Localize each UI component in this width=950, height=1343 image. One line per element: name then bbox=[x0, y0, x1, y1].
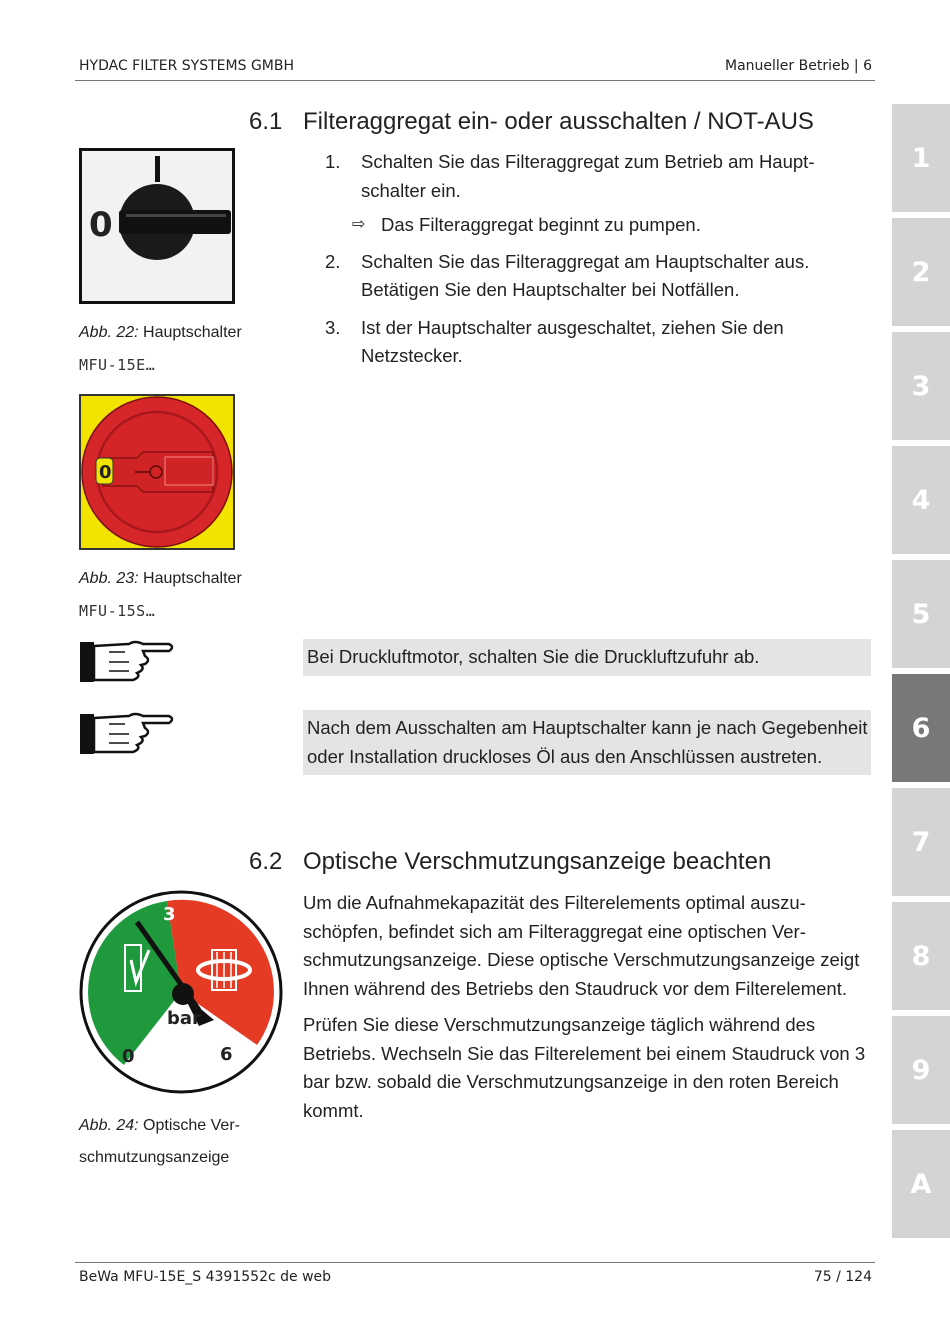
paragraph: Um die Aufnahmekapazität des Filterelements optimal auszuschöpfen, befindet sich am Filteraggregat eine optischen Verschmutzungsanzeige. Diese optische Verschmutzungsanzeige zeigt Ihnen während des Betriebs den Staudruck vor dem Filterelement. bbox=[303, 892, 860, 999]
section-6-1-heading bbox=[249, 108, 814, 136]
chapter-tab-9[interactable]: 9 bbox=[892, 1016, 950, 1124]
chapter-tab-4[interactable]: 4 bbox=[892, 446, 950, 554]
step-text: Ist der Hauptschalter ausgeschaltet, ziehen Sie den Netzstecker. bbox=[361, 316, 784, 366]
chapter-tab-5[interactable]: 5 bbox=[892, 560, 950, 668]
pointing-hand-icon bbox=[79, 710, 177, 758]
section-number: 6.1 bbox=[249, 108, 283, 135]
footer-rule bbox=[75, 1262, 875, 1263]
figure-22-caption bbox=[79, 322, 242, 344]
result-arrow-icon: ⇨ bbox=[352, 216, 366, 233]
footer-page-number: 75 / 124 bbox=[813, 1269, 872, 1285]
chapter-tab-a[interactable]: A bbox=[892, 1130, 950, 1238]
figure-23-caption bbox=[79, 568, 242, 590]
step-text: Schalten Sie das Filteraggregat am Hauptschalter aus. Betätigen Sie den Hauptschalter bei Notfällen. bbox=[361, 250, 810, 300]
step-number: 2. bbox=[325, 250, 341, 272]
pointing-hand-icon bbox=[79, 638, 177, 686]
figure-24-caption bbox=[79, 1110, 269, 1174]
gauge-mid-label: 3 bbox=[163, 904, 176, 925]
note-compressed-air: Bei Druckluftmotor, schalten Sie die Druckluftzufuhr ab. bbox=[303, 639, 871, 676]
step-1-result bbox=[303, 211, 871, 240]
caption-label: Abb. 24: bbox=[79, 1117, 139, 1134]
main-switch-black-figure bbox=[79, 148, 235, 304]
switch-zero-label: 0 bbox=[99, 462, 112, 483]
contamination-gauge-figure bbox=[79, 890, 285, 1096]
header-company: HYDAC FILTER SYSTEMS GMBH bbox=[79, 58, 294, 74]
gauge-min-label: 0 bbox=[122, 1046, 135, 1067]
main-switch-red-figure bbox=[79, 394, 235, 550]
caption-label: Abb. 23: bbox=[79, 570, 139, 587]
section-title: Filteraggregat ein- oder ausschalten / NOT-AUS bbox=[303, 108, 814, 135]
caption-text: Hauptschalter bbox=[138, 570, 242, 587]
steps-list bbox=[303, 148, 871, 371]
chapter-tab-6[interactable]: 6 bbox=[892, 674, 950, 782]
caption-text: Optische Verschmutzungsanzeige bbox=[79, 1117, 240, 1166]
chapter-tab-8[interactable]: 8 bbox=[892, 902, 950, 1010]
step-3 bbox=[303, 314, 871, 371]
caption-label: Abb. 22: bbox=[79, 324, 139, 341]
switch-zero-label: 0 bbox=[89, 205, 113, 245]
header-rule bbox=[75, 80, 875, 81]
gauge-max-label: 6 bbox=[220, 1044, 233, 1065]
section-6-2-body bbox=[303, 889, 871, 1125]
header-section: Manueller Betrieb | 6 bbox=[725, 58, 872, 74]
footer-document-id: BeWa MFU-15E_S 4391552c de web bbox=[79, 1269, 332, 1285]
chapter-tab-1[interactable]: 1 bbox=[892, 104, 950, 212]
figure-22-model: MFU-15E… bbox=[79, 356, 156, 374]
step-1 bbox=[303, 148, 871, 205]
section-number: 6.2 bbox=[249, 848, 283, 875]
section-6-2-heading bbox=[249, 848, 771, 876]
section-title: Optische Verschmutzungsanzeige beachten bbox=[303, 848, 772, 875]
paragraph: Prüfen Sie diese Verschmutzungsanzeige täglich während des Betriebs. Wechseln Sie das Filterelement bei einem Staudruck von 3 bar bzw. sobald die Verschmutzungsanzeige in den roten Bereich kommt. bbox=[303, 1014, 866, 1121]
gauge-unit-label: bar bbox=[167, 1008, 201, 1029]
figure-23-model: MFU-15S… bbox=[79, 602, 156, 620]
chapter-tab-7[interactable]: 7 bbox=[892, 788, 950, 896]
step-number: 3. bbox=[325, 316, 341, 338]
result-text: Das Filteraggregat beginnt zu pumpen. bbox=[381, 214, 701, 235]
step-number: 1. bbox=[325, 151, 341, 172]
step-2 bbox=[303, 248, 871, 305]
chapter-tab-3[interactable]: 3 bbox=[892, 332, 950, 440]
chapter-tab-2[interactable]: 2 bbox=[892, 218, 950, 326]
caption-text: Hauptschalter bbox=[138, 324, 242, 341]
step-text: Schalten Sie das Filteraggregat zum Betrieb am Hauptschalter ein. bbox=[361, 151, 815, 201]
note-pressureless-oil: Nach dem Ausschalten am Hauptschalter kann je nach Gegebenheit oder Installation druckloses Öl aus den Anschlüssen austreten. bbox=[303, 710, 871, 775]
